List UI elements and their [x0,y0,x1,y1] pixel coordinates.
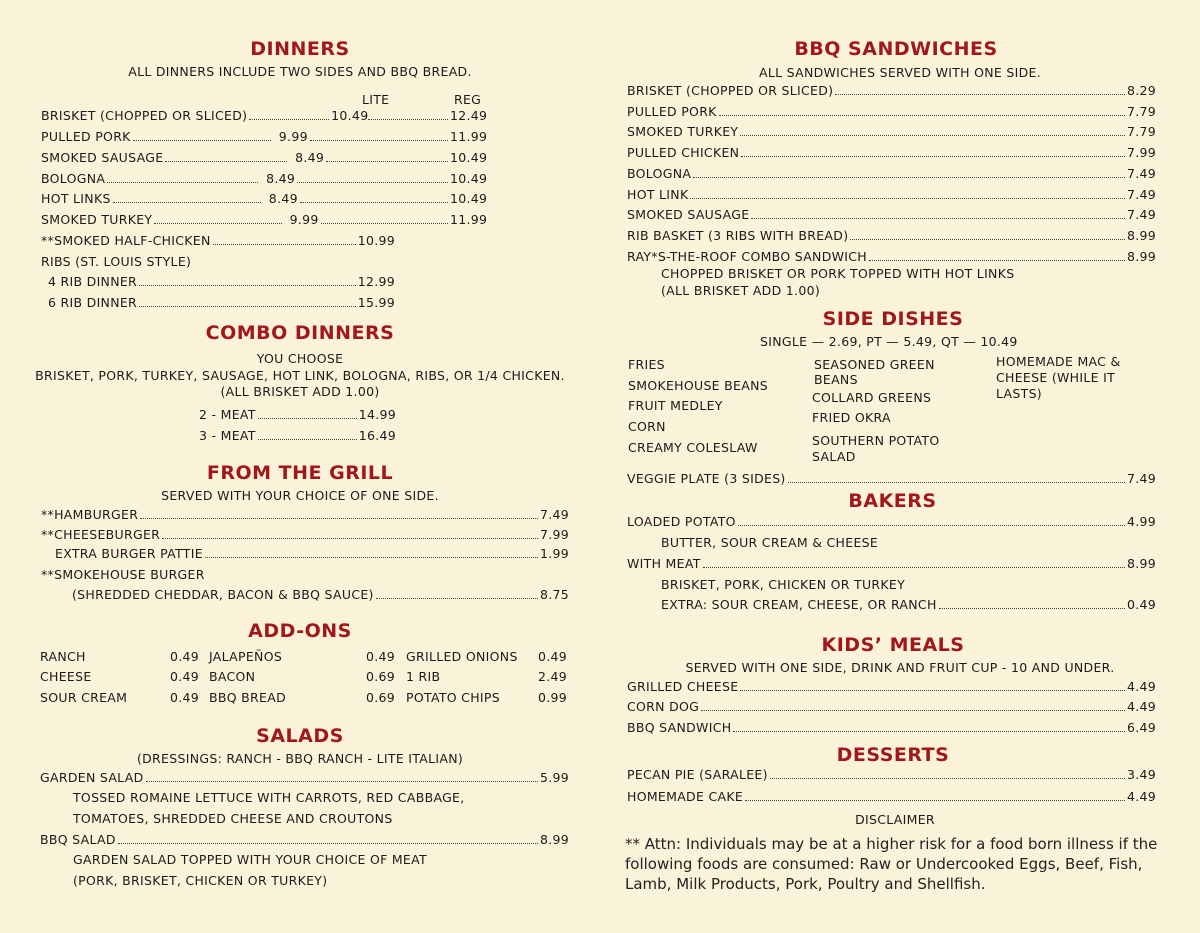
item-price: 15.99 [357,295,395,310]
addon-price: 0.49 [170,669,200,684]
item-price: 8.99 [1126,228,1156,243]
item-price: 7.49 [1126,187,1156,202]
item-name: 4 RIB DINNER [48,274,138,289]
item-price: 8.99 [1126,249,1156,264]
item-name: HOT LINKS [41,191,111,206]
item-price: 7.79 [1126,124,1156,139]
item-name: BBQ SANDWICH [627,720,732,735]
item-name: RAY*S-THE-ROOF COMBO SANDWICH [627,249,867,264]
combo-line-2: BRISKET, PORK, TURKEY, SAUSAGE, HOT LINK, BOLOGNA, RIBS, OR 1/4 CHICKEN. [35,368,565,383]
garden-desc-1: TOSSED ROMAINE LETTUCE WITH CARROTS, RED CABBAGE, [73,790,465,805]
side-dish: HOMEMADE MAC & [996,354,1121,369]
item-name: BBQ SALAD [40,832,116,847]
kids-item [627,679,1156,695]
item-name: 3 - MEAT [199,428,256,443]
addons-heading: ADD-ONS [248,620,352,642]
dinner-item [41,171,488,187]
garden-desc-2: TOMATOES, SHREDDED CHEESE AND CROUTONS [73,811,393,826]
combo-sandwich-desc-2: (ALL BRISKET ADD 1.00) [661,283,820,298]
item-reg-price: 10.49 [450,150,488,165]
addon-name: RANCH [40,649,86,664]
item-name: BRISKET (CHOPPED OR SLICED) [41,108,248,123]
reg-column-header: REG [454,92,482,107]
item-price: 3.49 [1126,767,1156,782]
grill-item [41,527,569,543]
item-name: VEGGIE PLATE (3 SIDES) [627,471,786,486]
item-name: PULLED PORK [41,129,131,144]
salads-subtitle: (DRESSINGS: RANCH - BBQ RANCH - LITE ITALIAN) [136,751,464,766]
grill-heading: FROM THE GRILL [206,462,394,484]
addon-name: BACON [209,669,256,684]
grill-item [41,507,569,523]
side-dish: CORN [628,419,666,434]
smokehouse-burger-row [72,587,569,603]
item-name: **HAMBURGER [41,507,139,522]
rib-dinner-item [48,274,395,290]
sandwich-item [627,166,1156,182]
sandwich-item [627,104,1156,120]
sandwich-item [627,83,1156,99]
side-dish: SOUTHERN POTATO [812,433,940,448]
combo-line-1: YOU CHOOSE [256,351,344,366]
kids-item [627,720,1156,736]
item-price: 4.49 [1126,789,1156,804]
addon-price: 0.49 [170,649,200,664]
bakers-heading: BAKERS [848,490,937,512]
veggie-plate-row [627,471,1156,487]
item-price: 16.49 [358,428,396,443]
side-dish: FRIES [628,357,665,372]
item-price: 1.99 [539,546,569,561]
item-price: 8.29 [1126,83,1156,98]
addon-price: 0.49 [366,649,396,664]
item-name: WITH MEAT [627,556,701,571]
addon-price: 0.69 [366,690,396,705]
addon-name: CHEESE [40,669,92,684]
sandwich-item [627,228,1156,244]
item-lite-price: 9.99 [289,212,319,227]
side-dish: CREAMY COLESLAW [628,440,758,455]
dinners-heading: DINNERS [250,38,350,60]
sandwich-item [627,207,1156,223]
combo-heading: COMBO DINNERS [205,322,395,344]
item-name: SMOKED TURKEY [627,124,739,139]
sandwiches-subtitle: ALL SANDWICHES SERVED WITH ONE SIDE. [758,65,1042,80]
kids-subtitle: SERVED WITH ONE SIDE, DRINK AND FRUIT CUP - 10 AND UNDER. [685,660,1115,675]
item-reg-price: 10.49 [450,191,488,206]
bbq-salad-desc-1: GARDEN SALAD TOPPED WITH YOUR CHOICE OF MEAT [73,852,427,867]
side-dish: SMOKEHOUSE BEANS [628,378,768,393]
item-name: 2 - MEAT [199,407,256,422]
item-name: LOADED POTATO [627,514,736,529]
disclaimer-title: DISCLAIMER [855,812,935,827]
item-name: PULLED CHICKEN [627,145,740,160]
item-reg-price: 11.99 [450,212,488,227]
item-name: 6 RIB DINNER [48,295,138,310]
item-lite-price: 9.99 [278,129,308,144]
item-price: 5.99 [539,770,569,785]
addon-price: 0.99 [538,690,568,705]
item-price: 8.75 [539,587,569,602]
dinner-item [41,191,488,207]
item-price: 4.49 [1126,679,1156,694]
side-dish-cont: SALAD [812,449,856,464]
item-lite-price: 8.49 [295,150,325,165]
baker-item [627,556,1156,572]
item-reg-price: 12.49 [450,108,488,123]
addon-name: GRILLED ONIONS [406,649,518,664]
item-name: GARDEN SALAD [40,770,144,785]
smokehouse-burger-name: **SMOKEHOUSE BURGER [41,567,205,582]
item-name: EXTRA BURGER PATTIE [55,546,203,561]
item-name: CORN DOG [627,699,700,714]
sides-prices: SINGLE — 2.69, PT — 5.49, QT — 10.49 [760,334,1018,349]
loaded-potato-desc: BUTTER, SOUR CREAM & CHEESE [661,535,879,550]
item-price: 4.49 [1126,699,1156,714]
addon-name: POTATO CHIPS [406,690,500,705]
combo-line-3: (ALL BRISKET ADD 1.00) [220,384,380,399]
item-name: SMOKED SAUSAGE [627,207,750,222]
item-name: PECAN PIE (SARALEE) [627,767,768,782]
addon-name: SOUR CREAM [40,690,128,705]
item-price: 0.49 [1126,597,1156,612]
item-name: GRILLED CHEESE [627,679,739,694]
baker-extra-row [661,597,1156,613]
ribs-label: RIBS (ST. LOUIS STYLE) [41,254,192,269]
item-reg-price: 11.99 [450,129,488,144]
item-name: BOLOGNA [41,171,106,186]
item-lite-price: 8.49 [266,171,296,186]
side-dish-cont: LASTS) [996,386,1042,401]
item-price: 7.49 [539,507,569,522]
addon-price: 0.69 [366,669,396,684]
item-name: **CHEESEBURGER [41,527,161,542]
side-dish: SEASONED GREEN [814,357,935,372]
side-dish-cont: BEANS [814,372,858,387]
salad-item [40,770,569,786]
sandwich-item [627,124,1156,140]
item-name: SMOKED SAUSAGE [41,150,164,165]
item-name: PULLED PORK [627,104,717,119]
combo-item [199,407,396,423]
dinners-subtitle: ALL DINNERS INCLUDE TWO SIDES AND BBQ BREAD. [128,64,472,79]
sandwich-item [627,145,1156,161]
kids-heading: KIDS’ MEALS [821,634,965,656]
bbq-salad-desc-2: (PORK, BRISKET, CHICKEN OR TURKEY) [73,873,328,888]
side-dish: COLLARD GREENS [812,390,932,405]
dinner-item [41,108,488,124]
item-price: 7.99 [1126,145,1156,160]
item-price: 7.99 [539,527,569,542]
item-lite-price: 10.49 [331,108,369,123]
item-price: 7.49 [1126,166,1156,181]
addon-name: JALAPEÑOS [209,649,283,664]
disclaimer-text: ** Attn: Individuals may be at a higher risk for a food born illness if the following foods are consumed: Raw or Undercooked Eggs, Beef, Fish, Lamb, Milk Products, Pork, Poultry and Shellfish. [625,835,1158,893]
item-price: 12.99 [357,274,395,289]
dessert-item [627,767,1156,783]
lite-column-header: LITE [362,92,390,107]
addon-price: 0.49 [170,690,200,705]
dinner-item [41,150,488,166]
item-reg-price: 10.49 [450,171,488,186]
sandwich-item [627,187,1156,203]
addon-name: BBQ BREAD [209,690,286,705]
item-name: EXTRA: SOUR CREAM, CHEESE, OR RANCH [661,597,937,612]
dessert-item [627,789,1156,805]
item-price: 7.79 [1126,104,1156,119]
combo-sandwich-desc-1: CHOPPED BRISKET OR PORK TOPPED WITH HOT LINKS [661,266,1015,281]
side-dish: FRUIT MEDLEY [628,398,723,413]
dinner-item [41,233,395,249]
sandwich-item [627,249,1156,265]
rib-dinner-item [48,295,395,311]
baker-item [627,514,1156,530]
grill-subtitle: SERVED WITH YOUR CHOICE OF ONE SIDE. [161,488,439,503]
sides-heading: SIDE DISHES [822,308,964,330]
kids-item [627,699,1156,715]
item-lite-price: 8.49 [268,191,298,206]
grill-item [55,546,569,562]
item-name: BOLOGNA [627,166,692,181]
dinner-item [41,129,488,145]
with-meat-desc: BRISKET, PORK, CHICKEN OR TURKEY [661,577,906,592]
item-lite-price: 10.99 [357,233,395,248]
addon-price: 0.49 [538,649,568,664]
item-price: 7.49 [1126,207,1156,222]
item-name: HOMEMADE CAKE [627,789,744,804]
addon-price: 2.49 [538,669,568,684]
item-name: BRISKET (CHOPPED OR SLICED) [627,83,834,98]
desserts-heading: DESSERTS [836,744,950,766]
item-description: (SHREDDED CHEDDAR, BACON & BBQ SAUCE) [72,587,374,602]
item-name: **SMOKED HALF-CHICKEN [41,233,211,248]
addon-name: 1 RIB [406,669,441,684]
item-price: 8.99 [1126,556,1156,571]
sandwiches-heading: BBQ SANDWICHES [794,38,998,60]
item-name: SMOKED TURKEY [41,212,153,227]
salads-heading: SALADS [256,725,344,747]
dinner-item [41,212,488,228]
side-dish-cont: CHEESE (WHILE IT [996,370,1116,385]
item-name: HOT LINK [627,187,689,202]
item-price: 6.49 [1126,720,1156,735]
item-price: 14.99 [358,407,396,422]
side-dish: FRIED OKRA [812,410,891,425]
item-price: 7.49 [1126,471,1156,486]
item-price: 8.99 [539,832,569,847]
item-price: 4.99 [1126,514,1156,529]
salad-item [40,832,569,848]
combo-item [199,428,396,444]
item-name: RIB BASKET (3 RIBS WITH BREAD) [627,228,849,243]
